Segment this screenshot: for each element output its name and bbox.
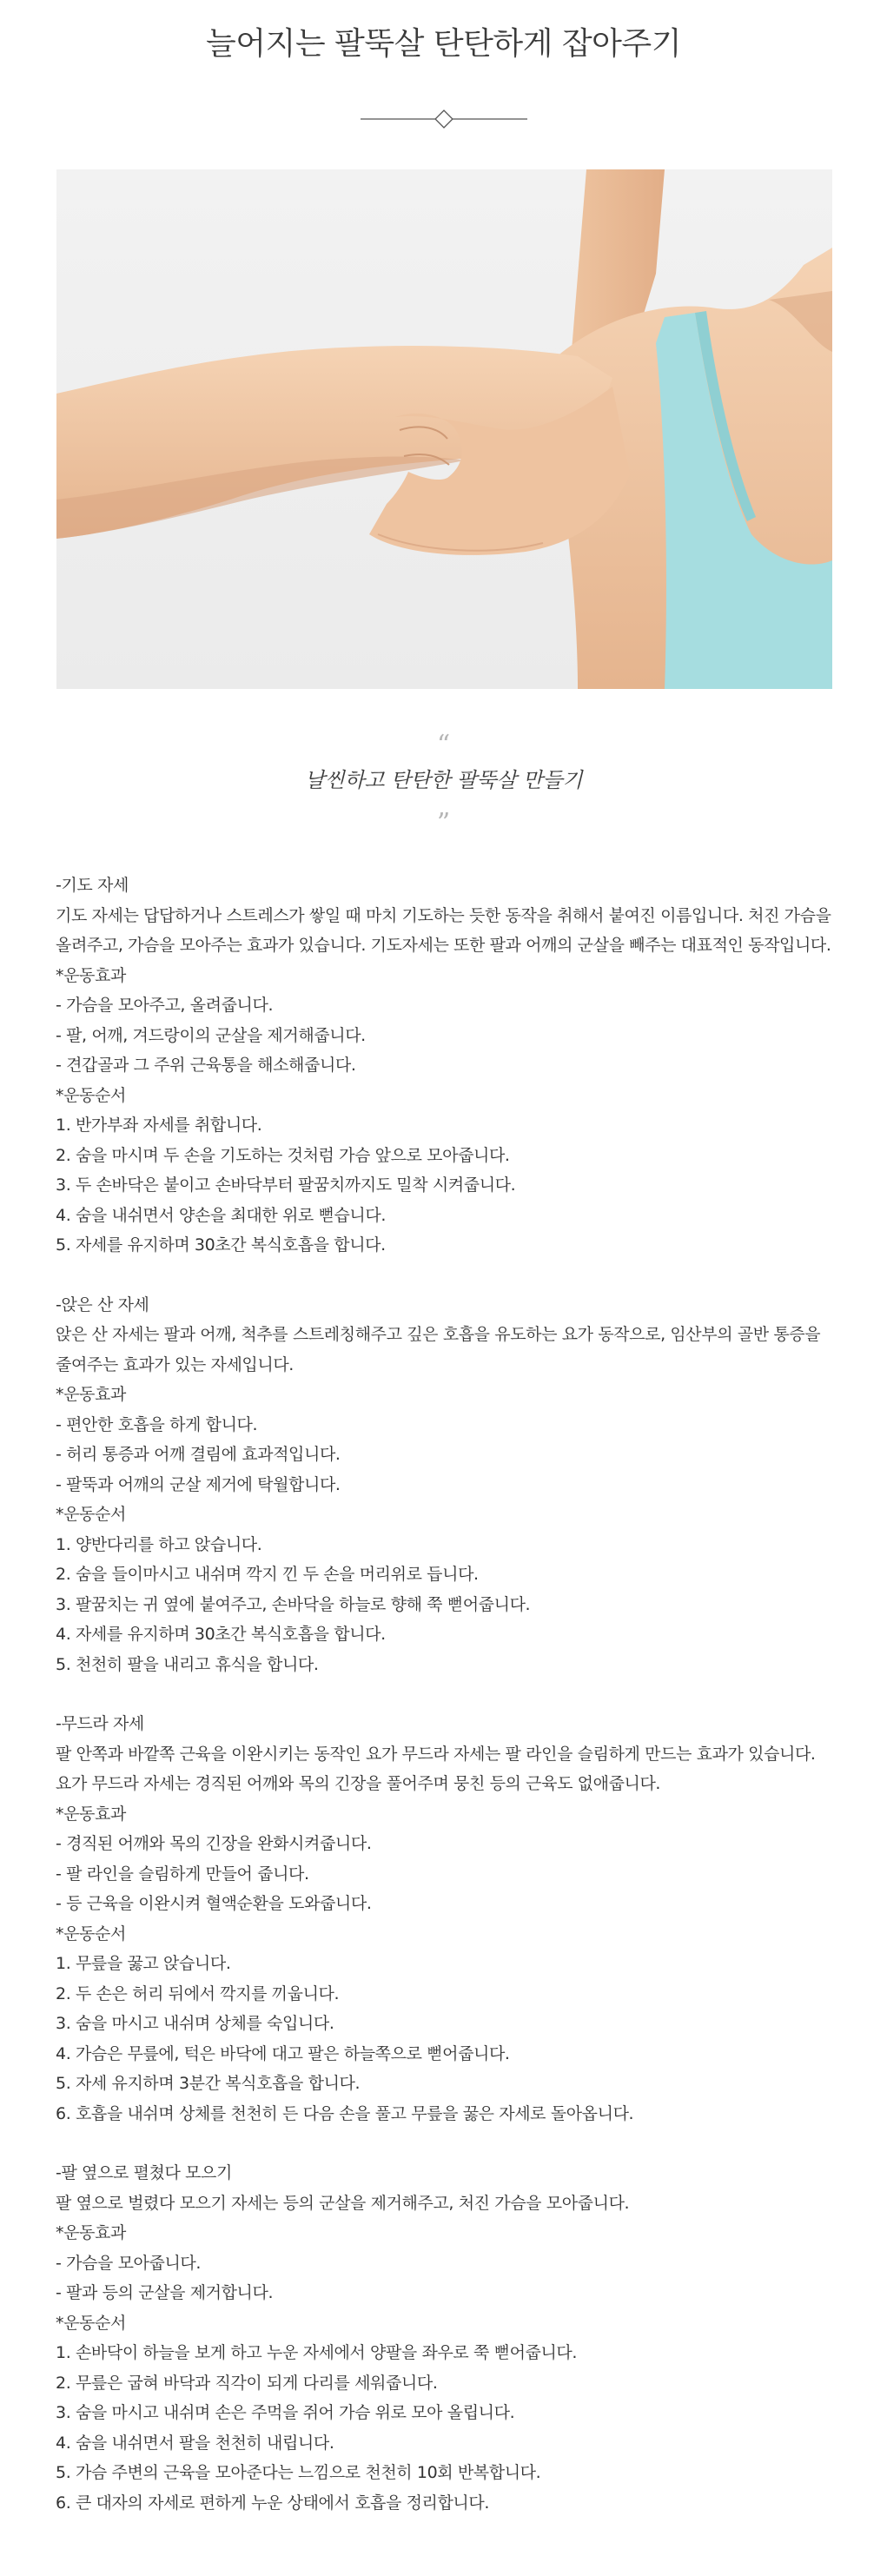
- step-item: 6. 호흡을 내쉬며 상체를 천천히 든 다음 손을 풀고 무릎을 꿇은 자세로 돌아옵니다.: [56, 2103, 634, 2123]
- step-item: 4. 숨을 내쉬면서 양손을 최대한 위로 뻗습니다.: [56, 1205, 386, 1225]
- effect-item: - 가슴을 모아줍니다.: [56, 2253, 202, 2273]
- title-divider: [361, 109, 527, 129]
- page-title: 늘어지는 팔뚝살 탄탄하게 잡아주기: [206, 26, 681, 62]
- section-description: 팔 안쪽과 바깥쪽 근육을 이완시키는 동작인 요가 무드라 자세는 팔 라인을 슬림하게 만드는 효과가 있습니다. 요가 무드라 자세는 경직된 어깨와 목의 긴장을 풀어주며 뭉친 등의 근육도 없애줍니다.: [56, 1744, 816, 1793]
- section-heading: -앉은 산 자세: [56, 1295, 149, 1314]
- effect-item: - 팔, 어깨, 겨드랑이의 군살을 제거해줍니다.: [56, 1025, 366, 1045]
- quote-close-mark: ”: [436, 808, 451, 838]
- effects-label: *운동효과: [56, 1385, 126, 1404]
- step-item: 3. 팔꿈치는 귀 옆에 붙여주고, 손바닥을 하늘로 향해 쭉 뻗어줍니다.: [56, 1594, 531, 1614]
- effect-item: - 팔 라인을 슬림하게 만들어 줍니다.: [56, 1864, 309, 1884]
- effects-label: *운동효과: [56, 965, 126, 985]
- effect-item: - 팔뚝과 어깨의 군살 제거에 탁월합니다.: [56, 1474, 341, 1494]
- effect-item: - 경직된 어깨와 목의 긴장을 완화시켜줍니다.: [56, 1834, 372, 1853]
- section-heading: -무드라 자세: [56, 1714, 144, 1733]
- effects-label: *운동효과: [56, 1804, 126, 1824]
- step-item: 2. 두 손은 허리 뒤에서 깍지를 끼웁니다.: [56, 1983, 340, 2003]
- section-description: 앉은 산 자세는 팔과 어깨, 척추를 스트레칭해주고 깊은 호흡을 유도하는 요가 동작으로, 임산부의 골반 통증을 줄여주는 효과가 있는 자세입니다.: [56, 1325, 821, 1374]
- effect-item: - 팔과 등의 군살을 제거합니다.: [56, 2283, 274, 2302]
- effects-label: *운동효과: [56, 2223, 126, 2242]
- section-prayer-pose: [56, 871, 834, 1261]
- effect-item: - 등 근육을 이완시켜 혈액순환을 도와줍니다.: [56, 1894, 372, 1913]
- steps-label: *운동순서: [56, 1924, 126, 1944]
- section-description: 기도 자세는 답답하거나 스트레스가 쌓일 때 마치 기도하는 듯한 동작을 취해서 붙여진 이름입니다. 처진 가슴을 올려주고, 가슴을 모아주는 효과가 있습니다. 기도자세는 또한 팔과 어깨의 군살을 빼주는 대표적인 동작입니다.: [56, 905, 831, 955]
- step-item: 6. 큰 대자의 자세로 편하게 누운 상태에서 호흡을 정리합니다.: [56, 2493, 489, 2513]
- step-item: 5. 가슴 주변의 근육을 모아준다는 느낌으로 천천히 10회 반복합니다.: [56, 2463, 541, 2482]
- hero-image: [56, 169, 832, 689]
- effect-item: - 편안한 호흡을 하게 합니다.: [56, 1414, 258, 1434]
- quote-open-mark: “: [436, 730, 451, 760]
- steps-label: *운동순서: [56, 1085, 126, 1105]
- step-item: 3. 숨을 마시고 내쉬며 손은 주먹을 쥐어 가슴 위로 모아 올립니다.: [56, 2403, 515, 2422]
- effect-item: - 가슴을 모아주고, 올려줍니다.: [56, 996, 274, 1015]
- step-item: 2. 무릎은 굽혀 바닥과 직각이 되게 다리를 세워줍니다.: [56, 2373, 438, 2393]
- section-mudra-pose: [56, 1709, 834, 2129]
- step-item: 4. 숨을 내쉬면서 팔을 천천히 내립니다.: [56, 2433, 334, 2453]
- step-item: 5. 자세를 유지하며 30초간 복식호흡을 합니다.: [56, 1235, 386, 1255]
- section-arm-spread: [56, 2158, 834, 2518]
- section-description: 팔 옆으로 벌렸다 모으기 자세는 등의 군살을 제거해주고, 처진 가슴을 모아줍니다.: [56, 2193, 630, 2213]
- step-item: 2. 숨을 마시며 두 손을 기도하는 것처럼 가슴 앞으로 모아줍니다.: [56, 1145, 510, 1165]
- section-heading: -기도 자세: [56, 876, 129, 895]
- section-seated-mountain-pose: [56, 1290, 834, 1680]
- step-item: 1. 무릎을 꿇고 앉습니다.: [56, 1954, 231, 1973]
- step-item: 5. 자세 유지하며 3분간 복식호흡을 합니다.: [56, 2074, 361, 2093]
- step-item: 3. 숨을 마시고 내쉬며 상체를 숙입니다.: [56, 2014, 334, 2033]
- steps-label: *운동순서: [56, 2313, 126, 2333]
- section-heading: -팔 옆으로 펼쳤다 모으기: [56, 2163, 232, 2182]
- arm-photo-illustration: [56, 169, 832, 689]
- step-item: 4. 자세를 유지하며 30초간 복식호흡을 합니다.: [56, 1625, 386, 1644]
- steps-label: *운동순서: [56, 1505, 126, 1524]
- step-item: 1. 반가부좌 자세를 취합니다.: [56, 1116, 262, 1135]
- effect-item: - 허리 통증과 어깨 결림에 효과적입니다.: [56, 1445, 341, 1464]
- article-body: [56, 871, 834, 2547]
- step-item: 1. 손바닥이 하늘을 보게 하고 누운 자세에서 양팔을 좌우로 쭉 뻗어줍니다.: [56, 2343, 578, 2362]
- step-item: 4. 가슴은 무릎에, 턱은 바닥에 대고 팔은 하늘쪽으로 뻗어줍니다.: [56, 2043, 510, 2063]
- effect-item: - 견갑골과 그 주위 근육통을 해소해줍니다.: [56, 1056, 356, 1075]
- step-item: 5. 천천히 팔을 내리고 휴식을 합니다.: [56, 1654, 319, 1674]
- step-item: 3. 두 손바닥은 붙이고 손바닥부터 팔꿈치까지도 밀착 시켜줍니다.: [56, 1175, 516, 1195]
- step-item: 1. 양반다리를 하고 앉습니다.: [56, 1534, 262, 1554]
- step-item: 2. 숨을 들이마시고 내쉬며 깍지 낀 두 손을 머리위로 듭니다.: [56, 1565, 479, 1584]
- subtitle: 날씬하고 탄탄한 팔뚝살 만들기: [304, 768, 583, 792]
